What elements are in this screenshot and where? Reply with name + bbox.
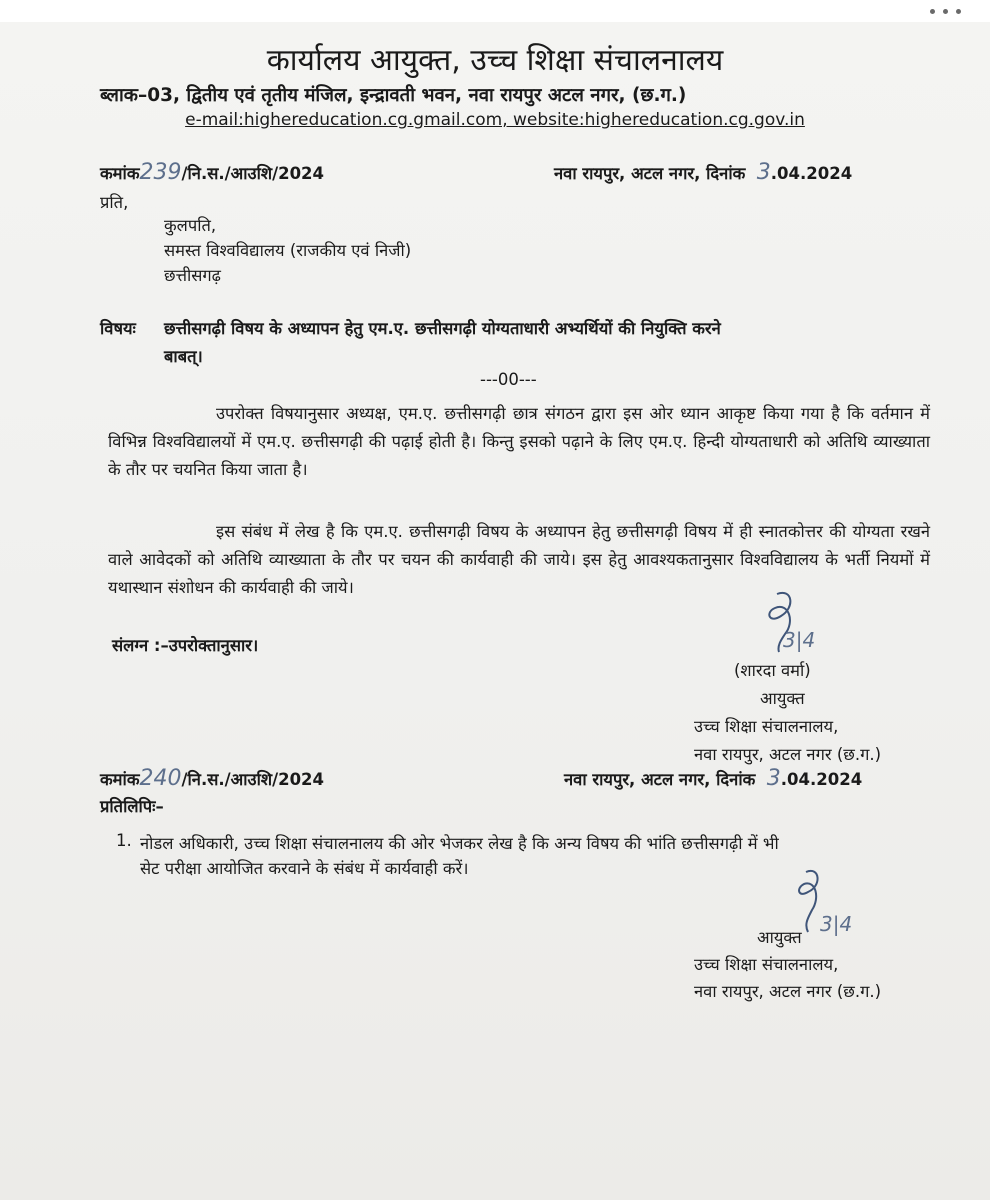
subject-line-2: बाबत्। (164, 347, 203, 366)
office-address: ब्लाक–03, द्वितीय एवं तृतीय मंजिल, इन्द्रावती भवन, नवा रायपुर अटल नगर, (छ.ग.) (100, 85, 687, 106)
copy-label: प्रतिलिपिः– (100, 797, 164, 816)
body-paragraph-1: उपरोक्त विषयानुसार अध्यक्ष, एम.ए. छत्तीसगढ़ी छात्र संगठन द्वारा इस ओर ध्यान आकृष्ट किया गया है कि वर्तमान में विभिन्न विश्वविद्यालयों में एम.ए. छत्तीसगढ़ी की पढ़ाई होती है। किन्तु इसको पढ़ाने के लिए एम.ए. हिन्दी योग्यताधारी को अतिथि व्याख्याता के तौर पर चयनित किया जाता है। (108, 404, 930, 479)
reference-number-1: कमांक239/नि.स./आउशि/2024 (100, 160, 325, 185)
handwritten-ref-number-2: 240 (139, 766, 182, 791)
signature-initials-1: 3|4 (783, 628, 816, 652)
signatory-name: (शारदा वर्मा) (734, 661, 811, 680)
to-label: प्रति, (100, 193, 129, 212)
signatory-title-1: आयुक्त (760, 689, 805, 708)
signatory-place-1: नवा रायपुर, अटल नगर (छ.ग.) (694, 745, 882, 764)
reference-number-2: कमांक240/नि.स./आउशि/2024 (100, 766, 325, 791)
handwritten-date-day: 3 (756, 160, 771, 185)
office-title: कार्यालय आयुक्त, उच्च शिक्षा संचालनालय (266, 43, 724, 78)
recipient-line-1: कुलपति, (164, 216, 217, 235)
enclosure-note: संलग्न :–उपरोक्तानुसार। (112, 636, 259, 655)
office-contact: e-mail:highereducation.cg.gmail.com, website:highereducation.cg.gov.in (185, 110, 805, 130)
body-paragraph-2: इस संबंध में लेख है कि एम.ए. छत्तीसगढ़ी विषय के अध्यापन हेतु छत्तीसगढ़ी विषय में ही स्नातकोत्तर की योग्यता रखने वाले आवेदकों को अतिथि व्याख्याता के तौर पर चयन की कार्यवाही की जाये। इस हेतु आवश्यकतानुसार विश्वविद्यालय के भर्ती नियमों में यथास्थान संशोधन की कार्यवाही की जाये। (108, 522, 930, 597)
copy-item-number: 1. (116, 831, 132, 850)
letter-date-1: नवा रायपुर, अटल नगर, दिनांक 3.04.2024 (554, 160, 853, 185)
signatory-office-1: उच्च शिक्षा संचालनालय, (694, 717, 839, 736)
copy-item-line-2: सेट परीक्षा आयोजित करवाने के संबंध में कार्यवाही करें। (140, 859, 469, 878)
subject-label: विषयः (100, 319, 136, 338)
subject-line-1: छत्तीसगढ़ी विषय के अध्यापन हेतु एम.ए. छत्तीसगढ़ी योग्यताधारी अभ्यर्थियों की नियुक्ति करने (164, 319, 721, 338)
separator: ---00--- (480, 370, 537, 389)
handwritten-ref-number: 239 (139, 160, 182, 185)
signature-initials-2: 3|4 (820, 912, 853, 936)
signatory-office-2: उच्च शिक्षा संचालनालय, (694, 955, 839, 974)
viewer-top-bar (0, 0, 990, 22)
handwritten-date-day-2: 3 (766, 766, 781, 791)
more-options-icon[interactable] (910, 0, 980, 22)
signatory-place-2: नवा रायपुर, अटल नगर (छ.ग.) (694, 982, 882, 1001)
recipient-line-2: समस्त विश्वविद्यालय (राजकीय एवं निजी) (164, 241, 412, 260)
letter-date-2: नवा रायपुर, अटल नगर, दिनांक 3.04.2024 (564, 766, 863, 791)
signatory-title-2: आयुक्त (757, 928, 802, 947)
recipient-line-3: छत्तीसगढ़ (164, 266, 221, 285)
copy-item-line-1: नोडल अधिकारी, उच्च शिक्षा संचालनालय की ओर भेजकर लेख है कि अन्य विषय की भांति छत्तीसगढ़ी में भी (140, 834, 779, 853)
